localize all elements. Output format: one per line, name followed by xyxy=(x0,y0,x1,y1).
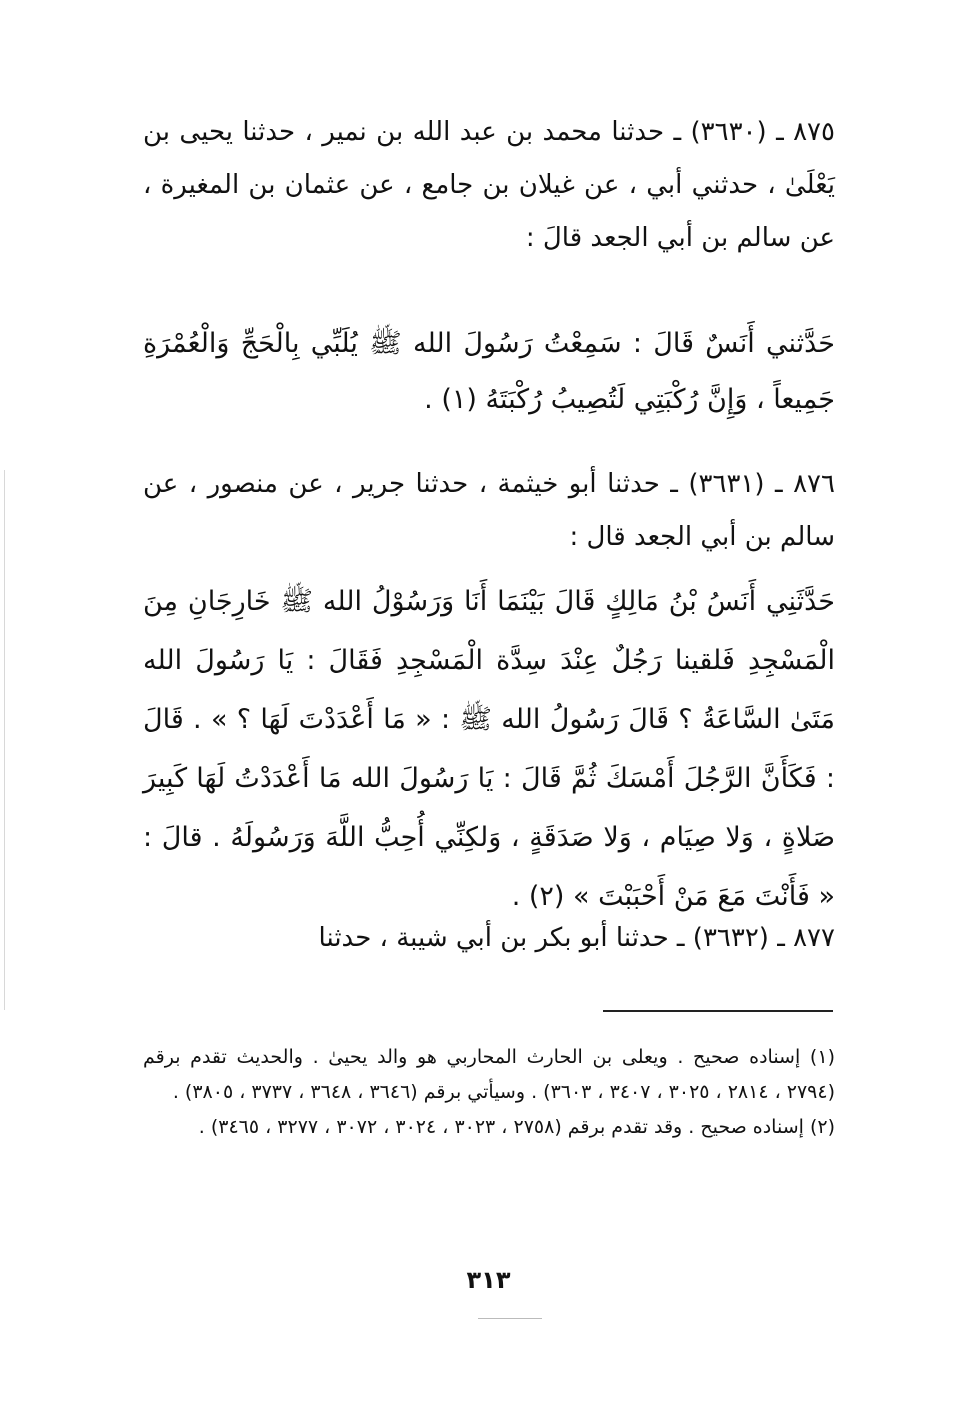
footnote-separator xyxy=(603,1010,833,1012)
hadith-876-matn xyxy=(143,572,835,926)
page-number: ٣١٣ xyxy=(466,1266,511,1294)
scan-edge-line xyxy=(4,470,5,1010)
footnotes xyxy=(143,1040,835,1145)
hadith-875-matn-text: حَدَّثني أَنَسٌ قَالَ : سَمِعْتُ رَسُولَ الله ﷺ يُلَبِّي بِالْحَجِّ وَالْعُمْرَةِ جَمِيعاً ، وَإِنَّ رُكْبَتِي لَتُصِيبُ رُكْبَتَهُ (١) . xyxy=(143,328,835,415)
hadith-876-isnad xyxy=(143,458,835,564)
hadith-877-isnad xyxy=(143,912,835,965)
footnote-2: (٢) إسناده صحيح . وقد تقدم برقم (٢٧٥٨ ، ٣٠٢٣ ، ٣٠٢٤ ، ٣٠٧٢ ، ٣٢٧٧ ، ٣٤٦٥) . xyxy=(198,1116,835,1138)
hadith-876-isnad-text: ٨٧٦ ـ (٣٦٣١) ـ حدثنا أبو خيثمة ، حدثنا جرير ، عن منصور ، عن سالم بن أبي الجعد قال : xyxy=(143,469,835,552)
hadith-876-matn-text: حَدَّثَنِي أَنَسُ بْنُ مَالِكٍ قَالَ بَيْنَمَا أَنَا وَرَسُوْلُ الله ﷺ خَارِجَانِ مِنَ الْمَسْجِدِ فَلقينا رَجُلٌ عِنْدَ سِدَّة الْمَسْجِدِ فَقَالَ : يَا رَسُولَ الله مَتَىٰ السَّاعَةُ ؟ قَالَ رَسُولُ الله ﷺ : « مَا أَعْدَدْتَ لَهَا ؟ » . قَالَ : فَكَأَنَّ الرَّجُلَ أَمْسَكَ ثُمَّ قَالَ : يَا رَسُولَ الله مَا أَعْدَدْتُ لَهَا كَبِيرَ صَلاةٍ ، وَلا صِيَام ، وَلا صَدَقَةٍ ، وَلكِنِّي أُحِبُّ اللَّهَ وَرَسُولَهُ . قالَ : « فَأَنْتَ مَعَ مَنْ أَحْبَبْتَ » (٢) . xyxy=(143,586,835,912)
footnote-1: (١) إسناده صحيح . ويعلى بن الحارث المحاربي هو والد يحيىٰ . والحديث تقدم برقم (٢٧٩٤ ، ٢٨١٤ ، ٣٠٢٥ ، ٣٤٠٧ ، ٣٦٠٣) . وسيأتي برقم (٣٦٤٦ ، ٣٦٤٨ ، ٣٧٣٧ ، ٣٨٠٥) . xyxy=(143,1046,835,1103)
hadith-875-matn xyxy=(143,316,835,428)
hadith-877-isnad-text: ٨٧٧ ـ (٣٦٣٢) ـ حدثنا أبو بكر بن أبي شيبة ، حدثنا xyxy=(318,923,835,953)
scan-mark xyxy=(478,1318,542,1319)
hadith-875-isnad-text: ٨٧٥ ـ (٣٦٣٠) ـ حدثنا محمد بن عبد الله بن نمير ، حدثنا يحيى بن يَعْلَىٰ ، حدثني أبي ، عن غيلان بن جامع ، عن عثمان بن المغيرة ، عن سالم بن أبي الجعد قالَ : xyxy=(143,117,835,253)
hadith-875-isnad xyxy=(143,106,835,265)
